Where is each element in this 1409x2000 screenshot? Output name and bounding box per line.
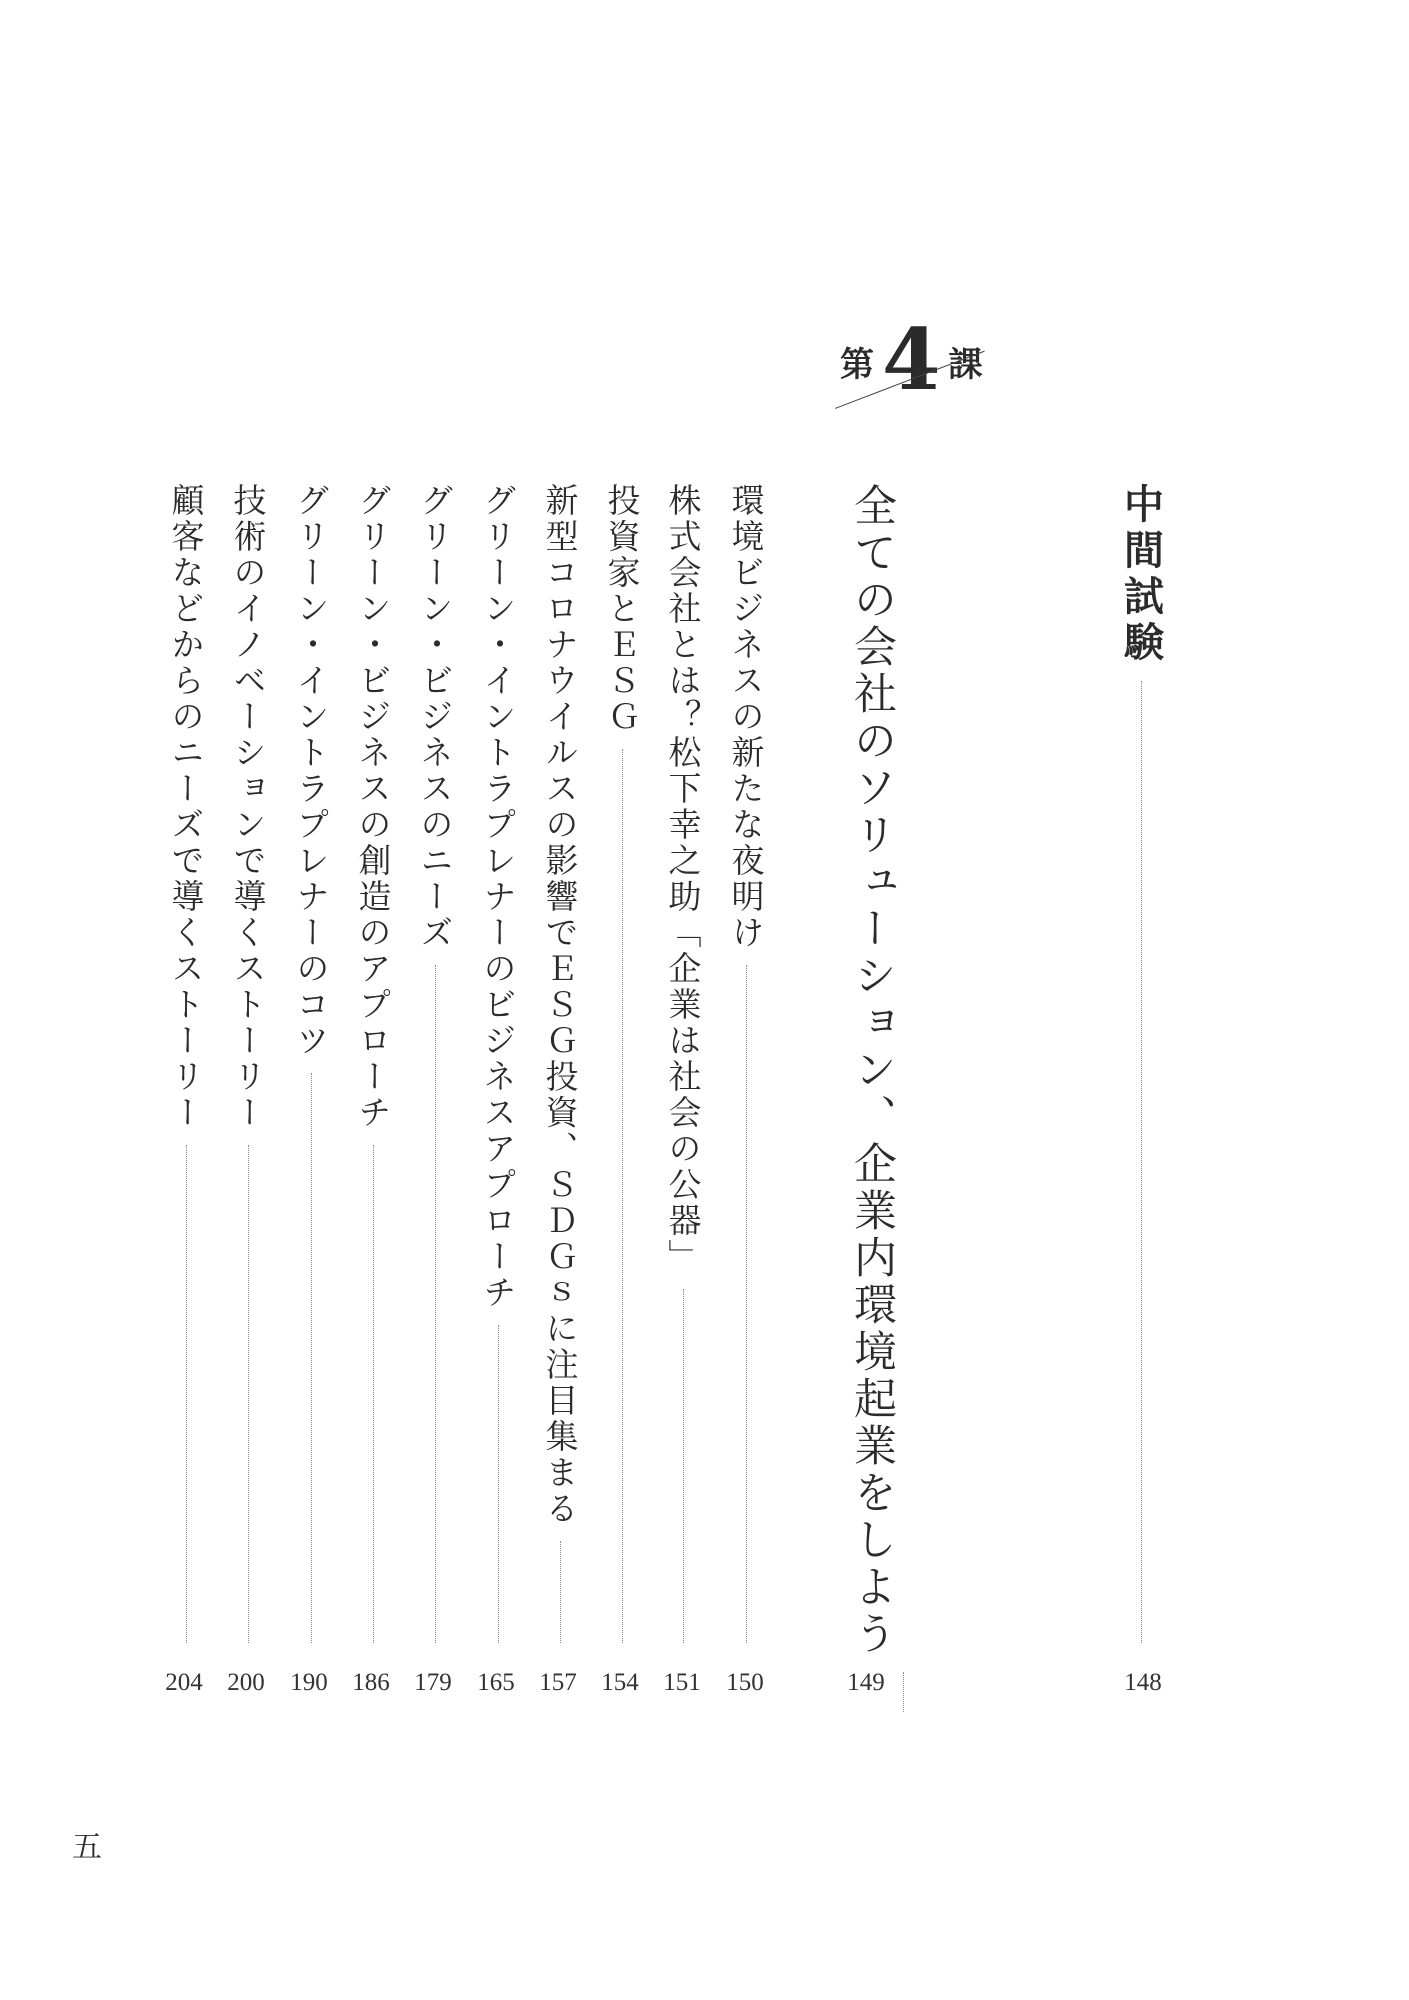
toc-page-number: 148	[1124, 1669, 1162, 1696]
toc-page-number: 190	[290, 1669, 328, 1696]
chapter-prefix: 第	[840, 345, 874, 385]
toc-page-number: 186	[352, 1669, 390, 1696]
toc-entry[interactable]	[413, 483, 457, 1643]
toc-page-number: 157	[539, 1669, 577, 1696]
toc-entry-title: 投資家とＥＳＧ	[602, 483, 642, 735]
toc-entry-title: 技術のイノベーションで導くストーリー	[228, 483, 268, 1131]
toc-entry[interactable]	[226, 483, 270, 1643]
toc-entry-title: グリーン・イントラプレナーのコツ	[291, 483, 331, 1059]
toc-entry-title: グリーン・ビジネスのニーズ	[415, 483, 455, 951]
dot-leader	[186, 1145, 187, 1643]
toc-entry-title-line2: 企業内環境起業をしよう	[847, 1141, 897, 1658]
toc-page-number: 179	[414, 1669, 452, 1696]
toc-page-number: 200	[227, 1669, 265, 1696]
dot-leader	[311, 1073, 312, 1643]
dot-leader	[683, 1289, 684, 1643]
toc-entry[interactable]	[538, 483, 582, 1643]
toc-entry[interactable]	[600, 483, 644, 1643]
toc-entry-title: 環境ビジネスの新たな夜明け	[726, 483, 766, 951]
toc-entry-title: 株式会社とは？松下幸之助「企業は社会の公器」	[663, 483, 703, 1275]
toc-entry-title-line1: 全ての会社のソリューション、	[847, 483, 897, 1141]
toc-entry-chapter-title[interactable]	[847, 483, 904, 1658]
page-number: 五	[72, 1830, 102, 1865]
toc-entry[interactable]	[476, 483, 520, 1643]
dot-leader	[746, 965, 747, 1643]
toc-entry-title: 中間試験	[1117, 483, 1165, 667]
chapter-number: 4	[882, 310, 941, 409]
toc-page-number: 165	[477, 1669, 515, 1696]
toc-page-number: 149	[847, 1669, 885, 1696]
toc-page-number: 150	[726, 1669, 764, 1696]
toc-entry[interactable]	[289, 483, 333, 1643]
dot-leader	[435, 965, 436, 1643]
dot-leader	[498, 1325, 499, 1643]
toc-entry[interactable]	[724, 483, 768, 1643]
dot-leader	[248, 1145, 249, 1643]
toc-page-number: 204	[165, 1669, 203, 1696]
dot-leader	[560, 1541, 561, 1643]
dot-leader	[1141, 681, 1142, 1643]
toc-entry-midterm[interactable]	[1116, 483, 1166, 1643]
dot-leader	[373, 1145, 374, 1643]
toc-entry[interactable]	[164, 483, 208, 1643]
chapter-suffix: 課	[948, 345, 983, 385]
dot-leader	[903, 1672, 904, 1712]
toc-page-number: 154	[601, 1669, 639, 1696]
toc-entry-title: グリーン・イントラプレナーのビジネスアプローチ	[478, 483, 518, 1311]
toc-entry-title: 顧客などからのニーズで導くストーリー	[166, 483, 206, 1131]
toc-entry-title: グリーン・ビジネスの創造のアプローチ	[353, 483, 393, 1131]
toc-entry-title: 新型コロナウイルスの影響でＥＳＧ投資、ＳＤＧｓに注目集まる	[540, 483, 580, 1527]
dot-leader	[622, 749, 623, 1643]
toc-entry[interactable]	[351, 483, 395, 1643]
toc-page-number: 151	[663, 1669, 701, 1696]
toc-entry[interactable]	[661, 483, 705, 1643]
